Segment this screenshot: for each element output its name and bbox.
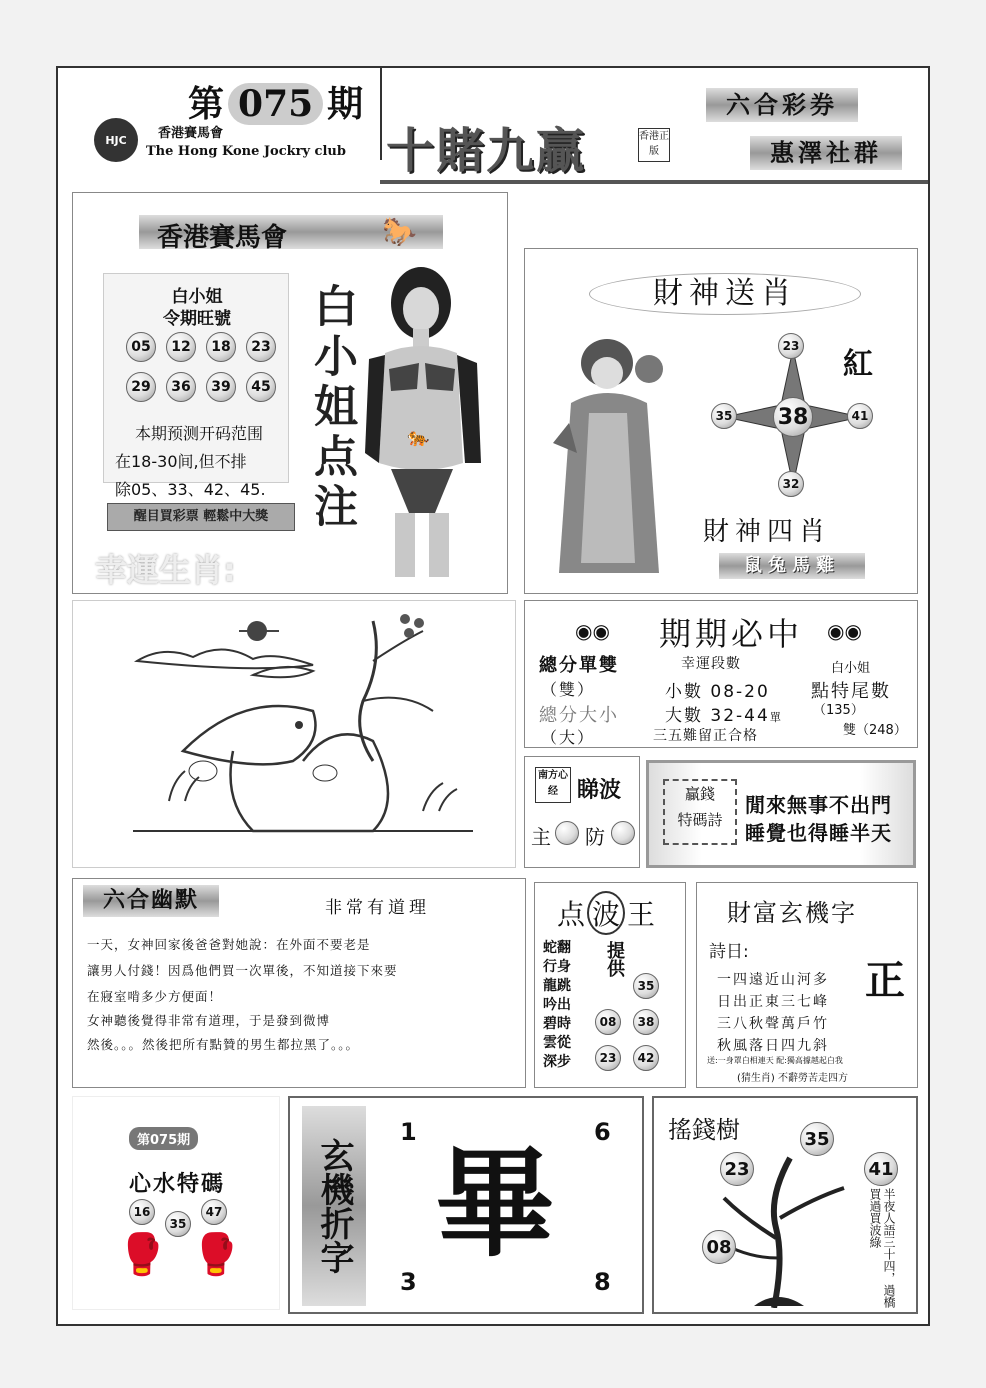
- svg-text:🐅: 🐅: [407, 427, 430, 448]
- xuanji-n3: 3: [400, 1268, 417, 1296]
- header-divider: [380, 68, 382, 160]
- qq-c1-r1: 總分單雙: [539, 655, 619, 676]
- wave-main-label: 主: [531, 825, 551, 849]
- ball: 12: [166, 332, 196, 362]
- humor-line: 女神聽後覺得非常有道理，于是發到微博: [87, 1013, 331, 1028]
- qq-c2-r4: 三五難留正合格: [653, 728, 758, 744]
- miss-banner: 香港賽馬會 🐎: [139, 215, 443, 249]
- humor-title: 六合幽默: [83, 885, 219, 917]
- dot-poem-row: 吟出: [543, 997, 571, 1013]
- dot-poem-row: 龍跳: [543, 978, 571, 994]
- god-title: 財神送肖: [589, 273, 861, 315]
- target-icon: ◉◉: [575, 619, 610, 643]
- fortune-line: 日出正東三七峰: [717, 994, 829, 1010]
- club-en: The Hong Kone Jockry club: [146, 144, 346, 159]
- poem-label: [663, 779, 737, 845]
- tree-poem: 半夜人語三十四，過橋買過買波綠: [868, 1188, 896, 1308]
- wave-main-ball: [555, 821, 579, 845]
- color-label: 紅: [843, 347, 873, 382]
- header: [58, 68, 928, 188]
- fortune-note-2: (猜生肖) 不辭勞苦走四方: [737, 1073, 848, 1084]
- wave-badge: 南方心经: [535, 767, 571, 803]
- tag-community: 惠澤社群: [750, 136, 902, 170]
- humor-line: 一天，女神回家後爸爸對她說：在外面不要老是: [87, 937, 371, 952]
- xuanji-title: 玄機折字: [302, 1106, 366, 1306]
- ball-center: 38: [773, 397, 813, 437]
- tag-lottery: 六合彩券: [706, 88, 858, 122]
- tree-title: 搖錢樹: [668, 1116, 740, 1144]
- ball: 29: [126, 372, 156, 402]
- ball: 05: [126, 332, 156, 362]
- ball: 38: [633, 1009, 659, 1035]
- qq-c3-r1: 白小姐: [831, 661, 871, 676]
- fortune-line: 一四遠近山河多: [717, 972, 829, 988]
- predict-line-3: 除05、33、42、45.: [115, 480, 266, 499]
- panel-miss: [72, 192, 508, 594]
- predict-line-2: 在18-30间,但不排: [115, 452, 247, 471]
- miss-slogan: 醒目買彩票 輕鬆中大獎: [107, 503, 295, 531]
- humor-line: 在寢室啃多少方便面！: [87, 989, 223, 1004]
- issue-title: 第 075 期: [188, 83, 364, 125]
- god-four-animals: 鼠兔馬雞: [719, 553, 865, 579]
- model-photo: [355, 263, 491, 577]
- xuanji-n2: 6: [594, 1118, 611, 1146]
- ball: 41: [864, 1152, 898, 1186]
- humor-subtitle: 非常有道理: [325, 898, 430, 918]
- miss-vertical-title: 白小姐点注: [306, 283, 357, 533]
- fortune-title: 財富玄機字: [727, 899, 857, 927]
- ball: 36: [166, 372, 196, 402]
- panel-humor: [72, 878, 526, 1088]
- panel-xuanji: [288, 1096, 644, 1314]
- xuanji-big-char: 畢: [436, 1135, 555, 1273]
- god-figure-icon: [549, 323, 679, 579]
- god-four-label: 財神四肖: [703, 517, 832, 547]
- panel-wave: [524, 756, 640, 868]
- qq-c2-r3: 大數 32-44單: [665, 706, 783, 726]
- dot-poem-row: 蛇翻: [543, 940, 571, 956]
- horse-icon: 🐎: [382, 215, 417, 248]
- panel-heart: [72, 1096, 280, 1310]
- model-figure-icon: [355, 263, 491, 577]
- heart-title: 心水特碼: [129, 1172, 226, 1197]
- boxing-glove-icon: 🥊: [191, 1232, 241, 1278]
- ball: 42: [633, 1045, 659, 1071]
- ball-left: 35: [711, 403, 737, 429]
- dot-poem: [543, 939, 571, 1072]
- poem-label-1: 贏錢: [684, 785, 715, 803]
- miss-subtitle-2: 令期旺號: [163, 309, 231, 329]
- qq-c2-r2: 小數 08-20: [665, 682, 770, 702]
- fortune-line: 三八秋聲萬戶竹: [717, 1016, 829, 1032]
- panel-qq: [524, 600, 918, 748]
- panel-god: [524, 248, 918, 594]
- ball: 18: [206, 332, 236, 362]
- wave-title: 睇波: [577, 778, 622, 803]
- boxing-glove-icon: 🥊: [117, 1232, 167, 1278]
- fortune-line: 秋風落日四九斜: [717, 1038, 829, 1054]
- heart-issue: 第075期: [129, 1127, 198, 1150]
- edition-tag: 香港正版: [638, 128, 670, 162]
- qq-c1-r4: （大）: [541, 728, 596, 747]
- humor-line: 然後。。。然後把所有點贊的男生都拉黑了。。。: [87, 1037, 360, 1052]
- ball: 08: [702, 1230, 736, 1264]
- ball: 45: [246, 372, 276, 402]
- dot-title: 点 波 王: [557, 891, 655, 935]
- fortune-poem-label: 詩日:: [709, 942, 749, 962]
- panel-tree: [652, 1096, 918, 1314]
- fortune-note: 送:一身罩白相連天 配:獨高據越起白我: [707, 1056, 843, 1065]
- ball-right: 41: [847, 403, 873, 429]
- dot-poem-row: 行身: [543, 959, 571, 975]
- xuanji-n4: 8: [594, 1268, 611, 1296]
- panel-fortune: [696, 882, 918, 1088]
- poem-line-1: 閒來無事不出門: [745, 793, 892, 817]
- dot-poem-row: 碧時: [543, 1016, 571, 1032]
- wave-guard-label: 防: [585, 825, 605, 849]
- fortune-big-char: 正: [865, 957, 905, 1004]
- header-underline: [380, 180, 928, 184]
- panel-bird: [72, 600, 516, 868]
- qq-c1-r3: 總分大小: [539, 705, 619, 726]
- bird-branch-icon: [73, 601, 517, 869]
- humor-line: 讓男人付錢！因爲他們買一次單後，不知道接下來要: [87, 963, 398, 978]
- ball: 39: [206, 372, 236, 402]
- ball: 23: [246, 332, 276, 362]
- issue-number: 075: [228, 83, 323, 125]
- lucky-zodiac: 幸運生肖:: [95, 551, 236, 589]
- ball: 16: [129, 1199, 155, 1225]
- miss-subtitle-1: 白小姐: [171, 287, 223, 307]
- ball: 35: [633, 973, 659, 999]
- ball: 23: [720, 1152, 754, 1186]
- xuanji-n1: 1: [400, 1118, 417, 1146]
- predict-line-1: 本期预测开码范围: [135, 424, 264, 443]
- wave-guard-ball: [611, 821, 635, 845]
- panel-poem: [646, 760, 916, 868]
- target-icon: ◉◉: [827, 619, 862, 643]
- ball: 08: [595, 1009, 621, 1035]
- qq-c3-r4: 雙（248）: [843, 723, 907, 738]
- club-cn: 香港賽馬會: [158, 126, 224, 141]
- qq-title: 期期必中: [659, 615, 804, 653]
- main-title: 十賭九贏: [386, 123, 587, 179]
- poem-line-2: 睡覺也得睡半天: [745, 821, 892, 845]
- panel-dot: [534, 882, 686, 1088]
- dot-provide: 提供: [604, 941, 625, 977]
- qq-c3-r3: （135）: [813, 703, 864, 718]
- club-logo-icon: HJC: [94, 118, 138, 162]
- dot-poem-row: 雲從: [543, 1035, 571, 1051]
- ball-bottom: 32: [778, 471, 804, 497]
- ball-top: 23: [778, 333, 804, 359]
- ball: 35: [165, 1211, 191, 1237]
- ball: 47: [201, 1199, 227, 1225]
- qq-c3-r2: 點特尾數: [811, 681, 891, 702]
- dot-poem-row: 深步: [543, 1054, 571, 1070]
- poem-label-2: 特碼詩: [677, 811, 723, 829]
- qq-c1-r2: （雙）: [541, 680, 596, 699]
- qq-c2-r1: 幸運段數: [681, 656, 741, 672]
- ball: 23: [595, 1045, 621, 1071]
- ball: 35: [800, 1122, 834, 1156]
